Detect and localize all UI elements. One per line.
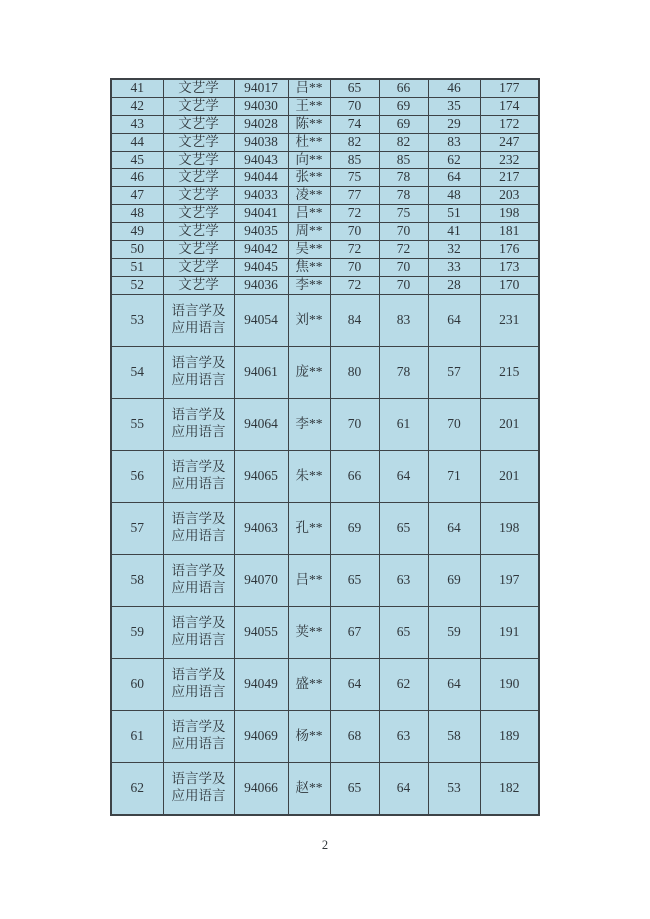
cell-candidate-number: 94070 xyxy=(234,554,288,606)
cell-candidate-number: 94033 xyxy=(234,187,288,205)
table-row xyxy=(111,133,539,151)
cell-candidate-name: 荚** xyxy=(288,606,330,658)
cell-score-2: 64 xyxy=(379,450,428,502)
cell-score-3: 70 xyxy=(428,398,480,450)
cell-row-index: 58 xyxy=(111,554,163,606)
cell-score-2: 65 xyxy=(379,502,428,554)
cell-score-2: 64 xyxy=(379,762,428,815)
cell-row-index: 62 xyxy=(111,762,163,815)
cell-score-2: 83 xyxy=(379,294,428,346)
cell-row-index: 49 xyxy=(111,223,163,241)
cell-major: 文艺学 xyxy=(163,240,234,258)
cell-candidate-name: 张** xyxy=(288,169,330,187)
cell-score-2: 72 xyxy=(379,240,428,258)
cell-score-3: 69 xyxy=(428,554,480,606)
cell-score-3: 28 xyxy=(428,276,480,294)
table-row xyxy=(111,346,539,398)
cell-row-index: 60 xyxy=(111,658,163,710)
cell-candidate-name: 杜** xyxy=(288,133,330,151)
cell-total-score: 201 xyxy=(480,450,539,502)
table-row xyxy=(111,710,539,762)
cell-major: 文艺学 xyxy=(163,187,234,205)
cell-total-score: 197 xyxy=(480,554,539,606)
cell-total-score: 198 xyxy=(480,205,539,223)
cell-total-score: 191 xyxy=(480,606,539,658)
cell-score-3: 64 xyxy=(428,658,480,710)
cell-candidate-name: 赵** xyxy=(288,762,330,815)
cell-score-2: 61 xyxy=(379,398,428,450)
cell-score-1: 72 xyxy=(330,205,379,223)
cell-score-2: 69 xyxy=(379,97,428,115)
cell-row-index: 52 xyxy=(111,276,163,294)
cell-score-1: 77 xyxy=(330,187,379,205)
page-number: 2 xyxy=(321,838,329,852)
cell-score-1: 74 xyxy=(330,115,379,133)
cell-candidate-name: 凌** xyxy=(288,187,330,205)
cell-row-index: 56 xyxy=(111,450,163,502)
cell-score-1: 69 xyxy=(330,502,379,554)
table-body xyxy=(111,79,539,815)
cell-candidate-name: 刘** xyxy=(288,294,330,346)
cell-candidate-name: 吕** xyxy=(288,205,330,223)
cell-major: 文艺学 xyxy=(163,169,234,187)
cell-candidate-number: 94049 xyxy=(234,658,288,710)
table-row xyxy=(111,169,539,187)
cell-candidate-name: 杨** xyxy=(288,710,330,762)
cell-score-1: 72 xyxy=(330,276,379,294)
cell-row-index: 48 xyxy=(111,205,163,223)
cell-score-1: 70 xyxy=(330,258,379,276)
table-row xyxy=(111,205,539,223)
cell-total-score: 176 xyxy=(480,240,539,258)
table-row xyxy=(111,240,539,258)
cell-major: 语言学及应用语言 xyxy=(163,294,234,346)
cell-candidate-number: 94036 xyxy=(234,276,288,294)
cell-candidate-number: 94065 xyxy=(234,450,288,502)
cell-score-3: 71 xyxy=(428,450,480,502)
cell-candidate-number: 94064 xyxy=(234,398,288,450)
cell-score-1: 65 xyxy=(330,762,379,815)
cell-row-index: 47 xyxy=(111,187,163,205)
cell-score-1: 68 xyxy=(330,710,379,762)
cell-score-3: 32 xyxy=(428,240,480,258)
table-row xyxy=(111,658,539,710)
cell-major: 语言学及应用语言 xyxy=(163,658,234,710)
cell-score-2: 70 xyxy=(379,276,428,294)
cell-score-1: 82 xyxy=(330,133,379,151)
cell-major: 语言学及应用语言 xyxy=(163,502,234,554)
table-container xyxy=(0,78,650,816)
cell-candidate-number: 94045 xyxy=(234,258,288,276)
cell-candidate-number: 94066 xyxy=(234,762,288,815)
table-row xyxy=(111,502,539,554)
cell-total-score: 232 xyxy=(480,151,539,169)
cell-total-score: 190 xyxy=(480,658,539,710)
cell-candidate-name: 王** xyxy=(288,97,330,115)
table-row xyxy=(111,276,539,294)
cell-major: 语言学及应用语言 xyxy=(163,346,234,398)
cell-score-2: 62 xyxy=(379,658,428,710)
cell-major: 语言学及应用语言 xyxy=(163,450,234,502)
cell-total-score: 177 xyxy=(480,79,539,97)
table-row xyxy=(111,79,539,97)
cell-score-1: 70 xyxy=(330,398,379,450)
cell-total-score: 215 xyxy=(480,346,539,398)
cell-candidate-number: 94044 xyxy=(234,169,288,187)
table-row xyxy=(111,294,539,346)
cell-score-1: 70 xyxy=(330,223,379,241)
cell-score-1: 75 xyxy=(330,169,379,187)
cell-candidate-number: 94035 xyxy=(234,223,288,241)
cell-major: 文艺学 xyxy=(163,115,234,133)
cell-row-index: 55 xyxy=(111,398,163,450)
cell-score-2: 78 xyxy=(379,346,428,398)
cell-total-score: 198 xyxy=(480,502,539,554)
table-row xyxy=(111,223,539,241)
table-row xyxy=(111,151,539,169)
cell-score-3: 41 xyxy=(428,223,480,241)
cell-score-3: 53 xyxy=(428,762,480,815)
cell-row-index: 57 xyxy=(111,502,163,554)
cell-total-score: 231 xyxy=(480,294,539,346)
table-row xyxy=(111,762,539,815)
cell-total-score: 174 xyxy=(480,97,539,115)
cell-score-1: 66 xyxy=(330,450,379,502)
cell-row-index: 44 xyxy=(111,133,163,151)
cell-row-index: 53 xyxy=(111,294,163,346)
cell-total-score: 247 xyxy=(480,133,539,151)
table-row xyxy=(111,187,539,205)
cell-total-score: 203 xyxy=(480,187,539,205)
cell-candidate-number: 94054 xyxy=(234,294,288,346)
cell-score-1: 70 xyxy=(330,97,379,115)
cell-score-3: 64 xyxy=(428,294,480,346)
cell-total-score: 173 xyxy=(480,258,539,276)
cell-score-3: 46 xyxy=(428,79,480,97)
cell-candidate-name: 庞** xyxy=(288,346,330,398)
cell-row-index: 61 xyxy=(111,710,163,762)
cell-candidate-number: 94017 xyxy=(234,79,288,97)
cell-row-index: 50 xyxy=(111,240,163,258)
cell-candidate-name: 吴** xyxy=(288,240,330,258)
cell-major: 文艺学 xyxy=(163,258,234,276)
cell-major: 语言学及应用语言 xyxy=(163,710,234,762)
cell-score-2: 65 xyxy=(379,606,428,658)
cell-score-2: 63 xyxy=(379,710,428,762)
cell-row-index: 46 xyxy=(111,169,163,187)
cell-candidate-name: 陈** xyxy=(288,115,330,133)
cell-row-index: 54 xyxy=(111,346,163,398)
cell-score-3: 64 xyxy=(428,502,480,554)
cell-score-3: 51 xyxy=(428,205,480,223)
cell-major: 文艺学 xyxy=(163,79,234,97)
cell-score-1: 64 xyxy=(330,658,379,710)
cell-candidate-name: 吕** xyxy=(288,79,330,97)
cell-score-3: 35 xyxy=(428,97,480,115)
cell-score-2: 70 xyxy=(379,258,428,276)
table-row xyxy=(111,554,539,606)
cell-candidate-number: 94042 xyxy=(234,240,288,258)
cell-total-score: 217 xyxy=(480,169,539,187)
cell-score-1: 67 xyxy=(330,606,379,658)
cell-score-1: 65 xyxy=(330,554,379,606)
cell-candidate-name: 吕** xyxy=(288,554,330,606)
cell-candidate-name: 周** xyxy=(288,223,330,241)
cell-score-3: 62 xyxy=(428,151,480,169)
cell-candidate-number: 94030 xyxy=(234,97,288,115)
cell-score-2: 75 xyxy=(379,205,428,223)
score-table xyxy=(110,78,540,816)
cell-total-score: 201 xyxy=(480,398,539,450)
table-row xyxy=(111,398,539,450)
cell-score-1: 84 xyxy=(330,294,379,346)
cell-candidate-number: 94063 xyxy=(234,502,288,554)
cell-major: 文艺学 xyxy=(163,133,234,151)
cell-row-index: 45 xyxy=(111,151,163,169)
cell-score-2: 70 xyxy=(379,223,428,241)
cell-total-score: 170 xyxy=(480,276,539,294)
table-row xyxy=(111,258,539,276)
table-row xyxy=(111,115,539,133)
cell-candidate-name: 向** xyxy=(288,151,330,169)
cell-score-3: 57 xyxy=(428,346,480,398)
cell-score-3: 33 xyxy=(428,258,480,276)
cell-score-3: 59 xyxy=(428,606,480,658)
cell-score-1: 80 xyxy=(330,346,379,398)
cell-row-index: 59 xyxy=(111,606,163,658)
cell-major: 文艺学 xyxy=(163,205,234,223)
cell-candidate-number: 94069 xyxy=(234,710,288,762)
cell-total-score: 172 xyxy=(480,115,539,133)
cell-major: 文艺学 xyxy=(163,223,234,241)
cell-major: 语言学及应用语言 xyxy=(163,762,234,815)
cell-score-2: 82 xyxy=(379,133,428,151)
cell-score-2: 78 xyxy=(379,169,428,187)
cell-major: 文艺学 xyxy=(163,276,234,294)
cell-candidate-name: 李** xyxy=(288,398,330,450)
cell-candidate-name: 焦** xyxy=(288,258,330,276)
cell-score-1: 85 xyxy=(330,151,379,169)
cell-score-2: 85 xyxy=(379,151,428,169)
cell-score-2: 78 xyxy=(379,187,428,205)
cell-candidate-number: 94055 xyxy=(234,606,288,658)
cell-row-index: 42 xyxy=(111,97,163,115)
cell-score-2: 66 xyxy=(379,79,428,97)
cell-candidate-name: 孔** xyxy=(288,502,330,554)
cell-candidate-number: 94038 xyxy=(234,133,288,151)
cell-score-3: 29 xyxy=(428,115,480,133)
cell-score-2: 69 xyxy=(379,115,428,133)
cell-row-index: 43 xyxy=(111,115,163,133)
cell-score-3: 48 xyxy=(428,187,480,205)
cell-score-2: 63 xyxy=(379,554,428,606)
cell-candidate-number: 94061 xyxy=(234,346,288,398)
cell-candidate-name: 李** xyxy=(288,276,330,294)
cell-major: 语言学及应用语言 xyxy=(163,606,234,658)
cell-candidate-name: 盛** xyxy=(288,658,330,710)
cell-total-score: 181 xyxy=(480,223,539,241)
cell-score-3: 58 xyxy=(428,710,480,762)
cell-candidate-number: 94043 xyxy=(234,151,288,169)
table-row xyxy=(111,450,539,502)
cell-score-1: 65 xyxy=(330,79,379,97)
cell-total-score: 189 xyxy=(480,710,539,762)
cell-score-3: 64 xyxy=(428,169,480,187)
table-row xyxy=(111,606,539,658)
cell-major: 语言学及应用语言 xyxy=(163,554,234,606)
cell-score-3: 83 xyxy=(428,133,480,151)
cell-row-index: 41 xyxy=(111,79,163,97)
cell-candidate-name: 朱** xyxy=(288,450,330,502)
cell-score-1: 72 xyxy=(330,240,379,258)
cell-candidate-number: 94041 xyxy=(234,205,288,223)
cell-total-score: 182 xyxy=(480,762,539,815)
cell-major: 文艺学 xyxy=(163,97,234,115)
cell-major: 文艺学 xyxy=(163,151,234,169)
cell-major: 语言学及应用语言 xyxy=(163,398,234,450)
cell-candidate-number: 94028 xyxy=(234,115,288,133)
table-row xyxy=(111,97,539,115)
cell-row-index: 51 xyxy=(111,258,163,276)
